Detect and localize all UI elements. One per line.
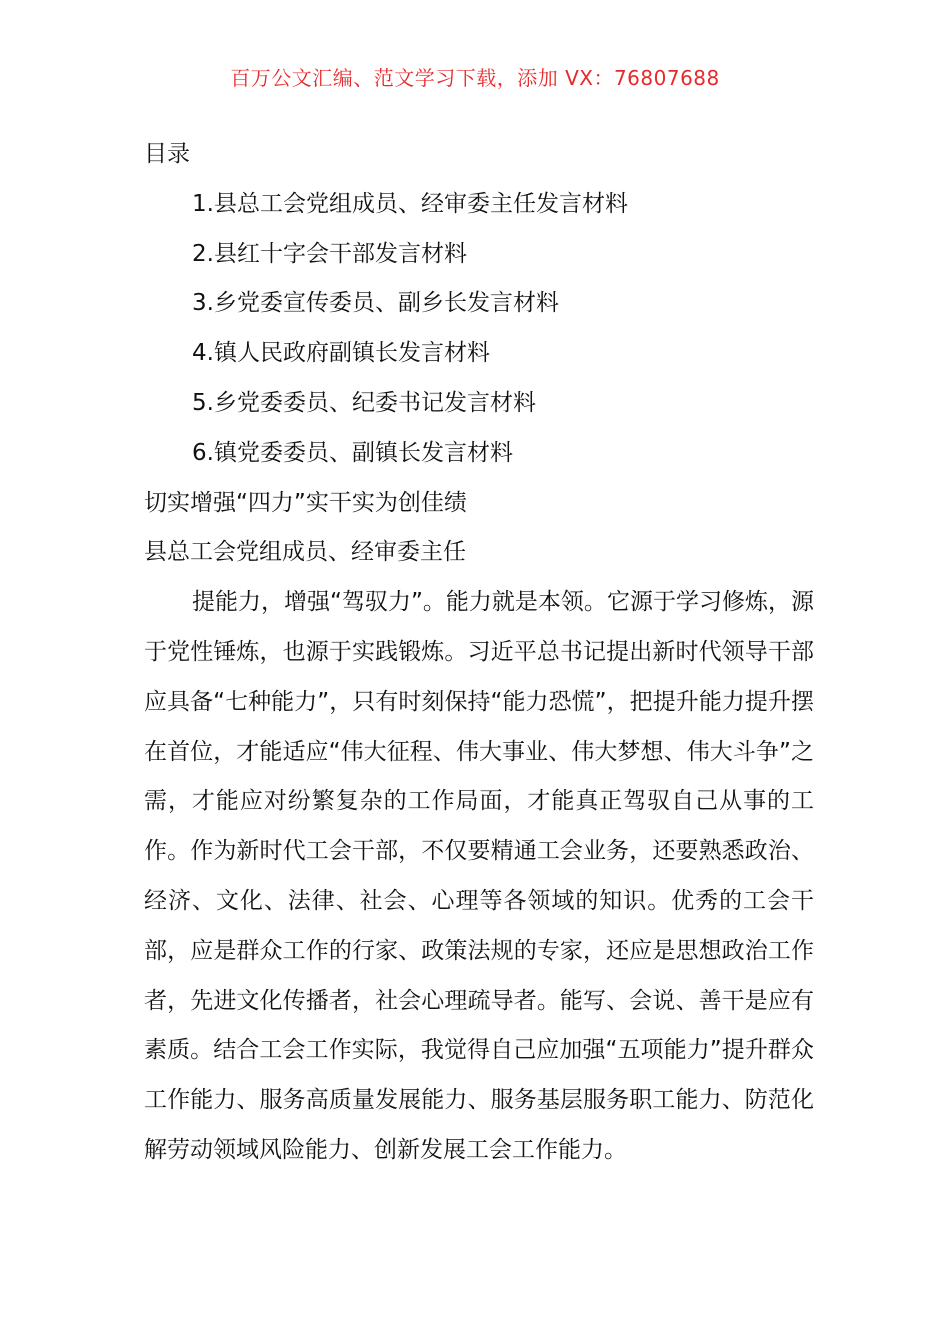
header-notice: 百万公文汇编、范文学习下载，添加 VX：76807688 bbox=[230, 66, 720, 90]
toc-item-3: 3.乡党委宣传委员、副乡长发言材料 bbox=[192, 290, 559, 317]
article-paragraph: 提能力，增强“驾驭力”。能力就是本领。它源于学习修炼，源于党性锤炼，也源于实践锻炼。习近平总书记提出新时代领导干部应具备“七种能力”，只有时刻保持“能力恐慌”，把提升能力提升摆在首位，才能适应“伟大征程、伟大事业、伟大梦想、伟大斗争”之需，才能应对纷繁复杂的工作局面，才能真正驾驭自己从事的工作。作为新时代工会干部，不仅要精通工会业务，还要熟悉政治、经济、文化、法律、社会、心理等各领域的知识。优秀的工会干部，应是群众工作的行家、政策法规的专家，还应是思想政治工作者，先进文化传播者，社会心理疏导者。能写、会说、善干是应有素质。结合工会工作实际，我觉得自己应加强“五项能力”提升群众工作能力、服务高质量发展能力、服务基层服务职工能力、防范化解劳动领域风险能力、创新发展工会工作能力。 bbox=[144, 589, 814, 1163]
toc-item-6: 6.镇党委委员、副镇长发言材料 bbox=[192, 439, 513, 466]
toc-item-5: 5.乡党委委员、纪委书记发言材料 bbox=[192, 389, 536, 416]
toc-item-2: 2.县红十字会干部发言材料 bbox=[192, 240, 467, 267]
toc-item-1: 1.县总工会党组成员、经审委主任发言材料 bbox=[192, 190, 628, 217]
toc-item-4: 4.镇人民政府副镇长发言材料 bbox=[192, 340, 490, 367]
document-body bbox=[144, 130, 814, 1176]
article-author: 县总工会党组成员、经审委主任 bbox=[144, 539, 466, 566]
article-title: 切实增强“四力”实干实为创佳绩 bbox=[144, 489, 467, 516]
toc-title: 目录 bbox=[144, 141, 190, 167]
